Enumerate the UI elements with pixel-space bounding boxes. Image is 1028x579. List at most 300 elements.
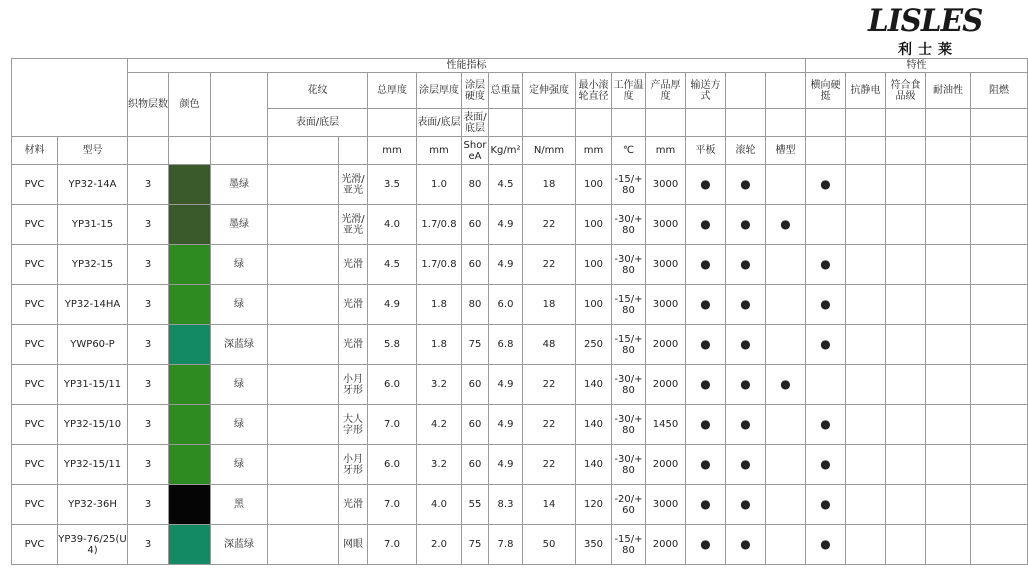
color-name-cell: 墨绿 — [211, 165, 268, 205]
roller-conveying-cell: ● — [726, 205, 766, 245]
pattern-header: 花纹 — [268, 73, 368, 109]
coating-hardness-cell: 60 — [462, 445, 489, 485]
antistatic-cell — [846, 365, 886, 405]
coating-hardness-sub-header: 表面/底层 — [462, 109, 489, 137]
unit-blank-9 — [926, 137, 971, 165]
logo-chinese-name: 利士莱 — [898, 42, 958, 58]
groove-conveying-cell — [766, 165, 806, 205]
total-weight-cell: 4.9 — [489, 365, 523, 405]
product-thickness-cell: 3000 — [646, 245, 686, 285]
work-temp-cell: -15/+80 — [612, 165, 646, 205]
pattern-spacer-cell — [268, 285, 339, 325]
total-weight-cell: 6.0 — [489, 285, 523, 325]
lateral-rigid-cell: ● — [806, 285, 846, 325]
table-row — [12, 245, 1028, 285]
tensile-strength-cell: 22 — [523, 245, 576, 285]
food-grade-cell — [886, 405, 926, 445]
flame-retardant-cell — [971, 325, 1028, 365]
pattern-cell: 光滑 — [339, 485, 368, 525]
oil-resistant-cell — [926, 365, 971, 405]
oil-resistant-cell — [926, 285, 971, 325]
unit-product-thickness: mm — [646, 137, 686, 165]
work-temp-cell: -15/+80 — [612, 285, 646, 325]
sub-blank-6 — [646, 109, 686, 137]
flat-conveying-cell: ● — [686, 205, 726, 245]
pattern-cell: 大人字形 — [339, 405, 368, 445]
lateral-rigid-header: 横向硬挺 — [806, 73, 846, 109]
coating-thickness-cell: 1.8 — [417, 325, 462, 365]
color-name-cell: 绿 — [211, 285, 268, 325]
groove-conveying-cell — [766, 405, 806, 445]
pattern-spacer-cell — [268, 485, 339, 525]
product-spec-table — [11, 58, 1028, 565]
sub-blank-12 — [886, 109, 926, 137]
antistatic-cell — [846, 405, 886, 445]
model-cell: YWP60-P — [58, 325, 128, 365]
food-grade-cell — [886, 485, 926, 525]
total-weight-cell: 4.9 — [489, 205, 523, 245]
flat-conveying-cell: ● — [686, 365, 726, 405]
flat-conveying-cell: ● — [686, 485, 726, 525]
food-grade-cell — [886, 285, 926, 325]
material-cell: PVC — [12, 525, 58, 565]
color-name-header — [211, 73, 268, 137]
oil-resistant-header: 耐油性 — [926, 73, 971, 109]
sub-blank-4 — [576, 109, 612, 137]
coating-thickness-sub-header: 表面/底层 — [417, 109, 462, 137]
color-name-cell: 深蓝绿 — [211, 525, 268, 565]
unit-total-thickness: mm — [368, 137, 417, 165]
material-cell: PVC — [12, 365, 58, 405]
coating-thickness-cell: 1.8 — [417, 285, 462, 325]
food-grade-cell — [886, 205, 926, 245]
flame-retardant-cell — [971, 525, 1028, 565]
coating-hardness-cell: 60 — [462, 205, 489, 245]
coating-thickness-header: 涂层厚度 — [417, 73, 462, 109]
coating-hardness-cell: 60 — [462, 365, 489, 405]
ply-cell: 3 — [128, 365, 169, 405]
oil-resistant-cell — [926, 445, 971, 485]
unit-blank-4 — [268, 137, 339, 165]
corner-cell — [12, 59, 128, 137]
product-thickness-cell: 3000 — [646, 285, 686, 325]
material-cell: PVC — [12, 245, 58, 285]
model-cell: YP32-14HA — [58, 285, 128, 325]
oil-resistant-cell — [926, 245, 971, 285]
material-cell: PVC — [12, 405, 58, 445]
total-thickness-cell: 4.9 — [368, 285, 417, 325]
oil-resistant-cell — [926, 165, 971, 205]
coating-hardness-cell: 60 — [462, 405, 489, 445]
lateral-rigid-cell — [806, 205, 846, 245]
total-weight-cell: 7.8 — [489, 525, 523, 565]
min-roller-cell: 100 — [576, 165, 612, 205]
total-weight-cell: 4.9 — [489, 405, 523, 445]
color-swatch — [169, 485, 211, 525]
pattern-spacer-cell — [268, 405, 339, 445]
flat-conveying-cell: ● — [686, 285, 726, 325]
roller-conveying-cell: ● — [726, 485, 766, 525]
product-thickness-cell: 3000 — [646, 165, 686, 205]
brand-logo — [868, 3, 986, 58]
antistatic-cell — [846, 325, 886, 365]
work-temp-cell: -30/+80 — [612, 405, 646, 445]
tensile-strength-cell: 50 — [523, 525, 576, 565]
min-roller-cell: 100 — [576, 205, 612, 245]
unit-coating-thickness: mm — [417, 137, 462, 165]
color-name-cell: 墨绿 — [211, 205, 268, 245]
food-grade-cell — [886, 165, 926, 205]
color-name-cell: 绿 — [211, 445, 268, 485]
table-row — [12, 445, 1028, 485]
product-thickness-cell: 3000 — [646, 205, 686, 245]
pattern-spacer-cell — [268, 325, 339, 365]
material-cell: PVC — [12, 445, 58, 485]
total-thickness-cell: 6.0 — [368, 365, 417, 405]
sub-blank-2 — [489, 109, 523, 137]
material-cell: PVC — [12, 205, 58, 245]
coating-hardness-header: 涂层硬度 — [462, 73, 489, 109]
work-temp-cell: -15/+80 — [612, 325, 646, 365]
oil-resistant-cell — [926, 485, 971, 525]
model-cell: YP31-15 — [58, 205, 128, 245]
groove-conveying-cell: ● — [766, 205, 806, 245]
oil-resistant-cell — [926, 205, 971, 245]
sub-blank-1 — [368, 109, 417, 137]
total-thickness-cell: 7.0 — [368, 405, 417, 445]
pattern-cell: 光滑 — [339, 285, 368, 325]
conveying-header: 输送方式 — [686, 73, 726, 109]
coating-thickness-cell: 3.2 — [417, 445, 462, 485]
work-temp-cell: -30/+80 — [612, 245, 646, 285]
antistatic-cell — [846, 285, 886, 325]
total-weight-header: 总重量 — [489, 73, 523, 109]
material-header: 材料 — [12, 137, 58, 165]
groove-conveying-cell — [766, 445, 806, 485]
antistatic-cell — [846, 445, 886, 485]
color-swatch — [169, 405, 211, 445]
flat-conveying-cell: ● — [686, 325, 726, 365]
groove-conveying-cell — [766, 245, 806, 285]
pattern-sub-header: 表面/底层 — [268, 109, 368, 137]
ply-cell: 3 — [128, 285, 169, 325]
flame-retardant-cell — [971, 205, 1028, 245]
color-name-cell: 绿 — [211, 405, 268, 445]
total-thickness-cell: 6.0 — [368, 445, 417, 485]
flame-retardant-cell — [971, 485, 1028, 525]
total-thickness-cell: 4.0 — [368, 205, 417, 245]
sub-blank-3 — [523, 109, 576, 137]
color-swatch — [169, 165, 211, 205]
coating-thickness-cell: 2.0 — [417, 525, 462, 565]
sub-blank-8 — [726, 109, 766, 137]
groove-conveying-cell: ● — [766, 365, 806, 405]
antistatic-cell — [846, 525, 886, 565]
table-row — [12, 525, 1028, 565]
min-roller-cell: 100 — [576, 285, 612, 325]
coating-thickness-cell: 4.2 — [417, 405, 462, 445]
blank-header-2 — [766, 73, 806, 109]
model-cell: YP32-15 — [58, 245, 128, 285]
min-roller-cell: 140 — [576, 445, 612, 485]
total-weight-cell: 4.9 — [489, 445, 523, 485]
food-grade-cell — [886, 525, 926, 565]
antistatic-cell — [846, 205, 886, 245]
total-weight-cell: 4.5 — [489, 165, 523, 205]
flat-conveying-cell: ● — [686, 405, 726, 445]
coating-hardness-cell: 55 — [462, 485, 489, 525]
unit-roller: 滚轮 — [726, 137, 766, 165]
pattern-cell: 小月牙形 — [339, 445, 368, 485]
coating-hardness-cell: 75 — [462, 325, 489, 365]
color-swatch — [169, 245, 211, 285]
tensile-strength-cell: 22 — [523, 365, 576, 405]
work-temp-cell: -30/+80 — [612, 205, 646, 245]
unit-groove: 槽型 — [766, 137, 806, 165]
unit-blank-5 — [339, 137, 368, 165]
lateral-rigid-cell: ● — [806, 325, 846, 365]
ply-cell: 3 — [128, 445, 169, 485]
total-thickness-cell: 4.5 — [368, 245, 417, 285]
tensile-strength-header: 定伸强度 — [523, 73, 576, 109]
model-cell: YP32-15/11 — [58, 445, 128, 485]
product-thickness-cell: 2000 — [646, 525, 686, 565]
product-thickness-cell: 3000 — [646, 485, 686, 525]
work-temp-cell: -30/+80 — [612, 445, 646, 485]
tensile-strength-cell: 18 — [523, 285, 576, 325]
coating-thickness-cell: 3.2 — [417, 365, 462, 405]
color-name-cell: 绿 — [211, 245, 268, 285]
model-cell: YP31-15/11 — [58, 365, 128, 405]
min-roller-cell: 100 — [576, 245, 612, 285]
roller-conveying-cell: ● — [726, 165, 766, 205]
flame-retardant-cell — [971, 245, 1028, 285]
total-weight-cell: 8.3 — [489, 485, 523, 525]
lateral-rigid-cell — [806, 365, 846, 405]
model-cell: YP32-14A — [58, 165, 128, 205]
unit-flat: 平板 — [686, 137, 726, 165]
antistatic-header: 抗静电 — [846, 73, 886, 109]
groove-conveying-cell — [766, 485, 806, 525]
material-cell: PVC — [12, 485, 58, 525]
min-roller-cell: 140 — [576, 405, 612, 445]
material-cell: PVC — [12, 165, 58, 205]
sub-blank-7 — [686, 109, 726, 137]
work-temp-header: 工作温度 — [612, 73, 646, 109]
antistatic-cell — [846, 485, 886, 525]
table-row — [12, 325, 1028, 365]
product-thickness-header: 产品厚度 — [646, 73, 686, 109]
coating-hardness-cell: 80 — [462, 165, 489, 205]
food-grade-cell — [886, 445, 926, 485]
pattern-cell: 网眼 — [339, 525, 368, 565]
tensile-strength-cell: 14 — [523, 485, 576, 525]
color-swatch — [169, 365, 211, 405]
color-name-cell: 黑 — [211, 485, 268, 525]
food-grade-cell — [886, 325, 926, 365]
table-row — [12, 405, 1028, 445]
sub-blank-5 — [612, 109, 646, 137]
flat-conveying-cell: ● — [686, 165, 726, 205]
roller-conveying-cell: ● — [726, 445, 766, 485]
sub-blank-9 — [766, 109, 806, 137]
tensile-strength-cell: 48 — [523, 325, 576, 365]
color-swatch — [169, 445, 211, 485]
groove-conveying-cell — [766, 525, 806, 565]
food-grade-cell — [886, 245, 926, 285]
total-thickness-cell: 7.0 — [368, 485, 417, 525]
product-thickness-cell: 2000 — [646, 365, 686, 405]
work-temp-cell: -30/+80 — [612, 365, 646, 405]
roller-conveying-cell: ● — [726, 405, 766, 445]
unit-blank-3 — [211, 137, 268, 165]
min-roller-cell: 250 — [576, 325, 612, 365]
unit-blank-7 — [846, 137, 886, 165]
lateral-rigid-cell: ● — [806, 245, 846, 285]
features-group-header: 特性 — [806, 59, 1028, 73]
food-grade-cell — [886, 365, 926, 405]
color-swatch — [169, 205, 211, 245]
tensile-strength-cell: 22 — [523, 445, 576, 485]
unit-total-weight: Kg/m² — [489, 137, 523, 165]
flame-retardant-cell — [971, 285, 1028, 325]
pattern-cell: 小月牙形 — [339, 365, 368, 405]
lateral-rigid-cell: ● — [806, 165, 846, 205]
roller-conveying-cell: ● — [726, 245, 766, 285]
total-thickness-cell: 3.5 — [368, 165, 417, 205]
tensile-strength-cell: 18 — [523, 165, 576, 205]
total-weight-cell: 6.8 — [489, 325, 523, 365]
model-cell: YP32-36H — [58, 485, 128, 525]
roller-conveying-cell: ● — [726, 285, 766, 325]
ply-cell: 3 — [128, 165, 169, 205]
groove-conveying-cell — [766, 285, 806, 325]
coating-thickness-cell: 4.0 — [417, 485, 462, 525]
lateral-rigid-cell: ● — [806, 405, 846, 445]
flame-retardant-cell — [971, 165, 1028, 205]
unit-blank-10 — [971, 137, 1028, 165]
material-cell: PVC — [12, 285, 58, 325]
sub-blank-11 — [846, 109, 886, 137]
table-row — [12, 165, 1028, 205]
model-cell: YP39-76/25(U4) — [58, 525, 128, 565]
table-row — [12, 365, 1028, 405]
model-cell: YP32-15/10 — [58, 405, 128, 445]
ply-cell: 3 — [128, 205, 169, 245]
pattern-cell: 光滑/亚光 — [339, 165, 368, 205]
color-swatch — [169, 285, 211, 325]
sub-blank-13 — [926, 109, 971, 137]
coating-thickness-cell: 1.7/0.8 — [417, 205, 462, 245]
pattern-spacer-cell — [268, 365, 339, 405]
color-name-cell: 深蓝绿 — [211, 325, 268, 365]
flame-retardant-cell — [971, 405, 1028, 445]
lateral-rigid-cell: ● — [806, 525, 846, 565]
total-thickness-cell: 7.0 — [368, 525, 417, 565]
unit-blank-2 — [169, 137, 211, 165]
flat-conveying-cell: ● — [686, 245, 726, 285]
coating-thickness-cell: 1.0 — [417, 165, 462, 205]
min-roller-header: 最小滚轮直径 — [576, 73, 612, 109]
food-grade-header: 符合食品级 — [886, 73, 926, 109]
work-temp-cell: -20/+60 — [612, 485, 646, 525]
lateral-rigid-cell: ● — [806, 445, 846, 485]
pattern-cell: 光滑 — [339, 245, 368, 285]
coating-hardness-cell: 75 — [462, 525, 489, 565]
pattern-cell: 光滑/亚光 — [339, 205, 368, 245]
groove-conveying-cell — [766, 325, 806, 365]
pattern-spacer-cell — [268, 445, 339, 485]
ply-cell: 3 — [128, 485, 169, 525]
total-weight-cell: 4.9 — [489, 245, 523, 285]
min-roller-cell: 120 — [576, 485, 612, 525]
color-header: 颜色 — [169, 73, 211, 137]
unit-blank-1 — [128, 137, 169, 165]
unit-blank-6 — [806, 137, 846, 165]
logo-wordmark: LISLES — [868, 3, 983, 39]
tensile-strength-cell: 22 — [523, 405, 576, 445]
unit-tensile-strength: N/mm — [523, 137, 576, 165]
total-thickness-header: 总厚度 — [368, 73, 417, 109]
ply-cell: 3 — [128, 405, 169, 445]
table-row — [12, 485, 1028, 525]
tensile-strength-cell: 22 — [523, 205, 576, 245]
work-temp-cell: -15/+80 — [612, 525, 646, 565]
oil-resistant-cell — [926, 325, 971, 365]
ply-cell: 3 — [128, 245, 169, 285]
antistatic-cell — [846, 245, 886, 285]
flat-conveying-cell: ● — [686, 525, 726, 565]
ply-header: 织物层数 — [128, 73, 169, 137]
table-row — [12, 205, 1028, 245]
roller-conveying-cell: ● — [726, 525, 766, 565]
flame-retardant-cell — [971, 365, 1028, 405]
blank-header-1 — [726, 73, 766, 109]
flame-retardant-cell — [971, 445, 1028, 485]
performance-group-header: 性能指标 — [128, 59, 806, 73]
total-thickness-cell: 5.8 — [368, 325, 417, 365]
unit-work-temp: ℃ — [612, 137, 646, 165]
product-thickness-cell: 1450 — [646, 405, 686, 445]
unit-blank-8 — [886, 137, 926, 165]
unit-coating-hardness: ShoreA — [462, 137, 489, 165]
pattern-cell: 光滑 — [339, 325, 368, 365]
material-cell: PVC — [12, 325, 58, 365]
flame-retardant-header: 阻燃 — [971, 73, 1028, 109]
color-swatch — [169, 325, 211, 365]
roller-conveying-cell: ● — [726, 325, 766, 365]
oil-resistant-cell — [926, 525, 971, 565]
coating-hardness-cell: 60 — [462, 245, 489, 285]
oil-resistant-cell — [926, 405, 971, 445]
product-thickness-cell: 2000 — [646, 445, 686, 485]
coating-hardness-cell: 80 — [462, 285, 489, 325]
min-roller-cell: 140 — [576, 365, 612, 405]
color-name-cell: 绿 — [211, 365, 268, 405]
pattern-spacer-cell — [268, 525, 339, 565]
antistatic-cell — [846, 165, 886, 205]
pattern-spacer-cell — [268, 245, 339, 285]
table-row — [12, 285, 1028, 325]
ply-cell: 3 — [128, 325, 169, 365]
model-header: 型号 — [58, 137, 128, 165]
color-swatch — [169, 525, 211, 565]
sub-blank-14 — [971, 109, 1028, 137]
pattern-spacer-cell — [268, 205, 339, 245]
ply-cell: 3 — [128, 525, 169, 565]
coating-thickness-cell: 1.7/0.8 — [417, 245, 462, 285]
flat-conveying-cell: ● — [686, 445, 726, 485]
